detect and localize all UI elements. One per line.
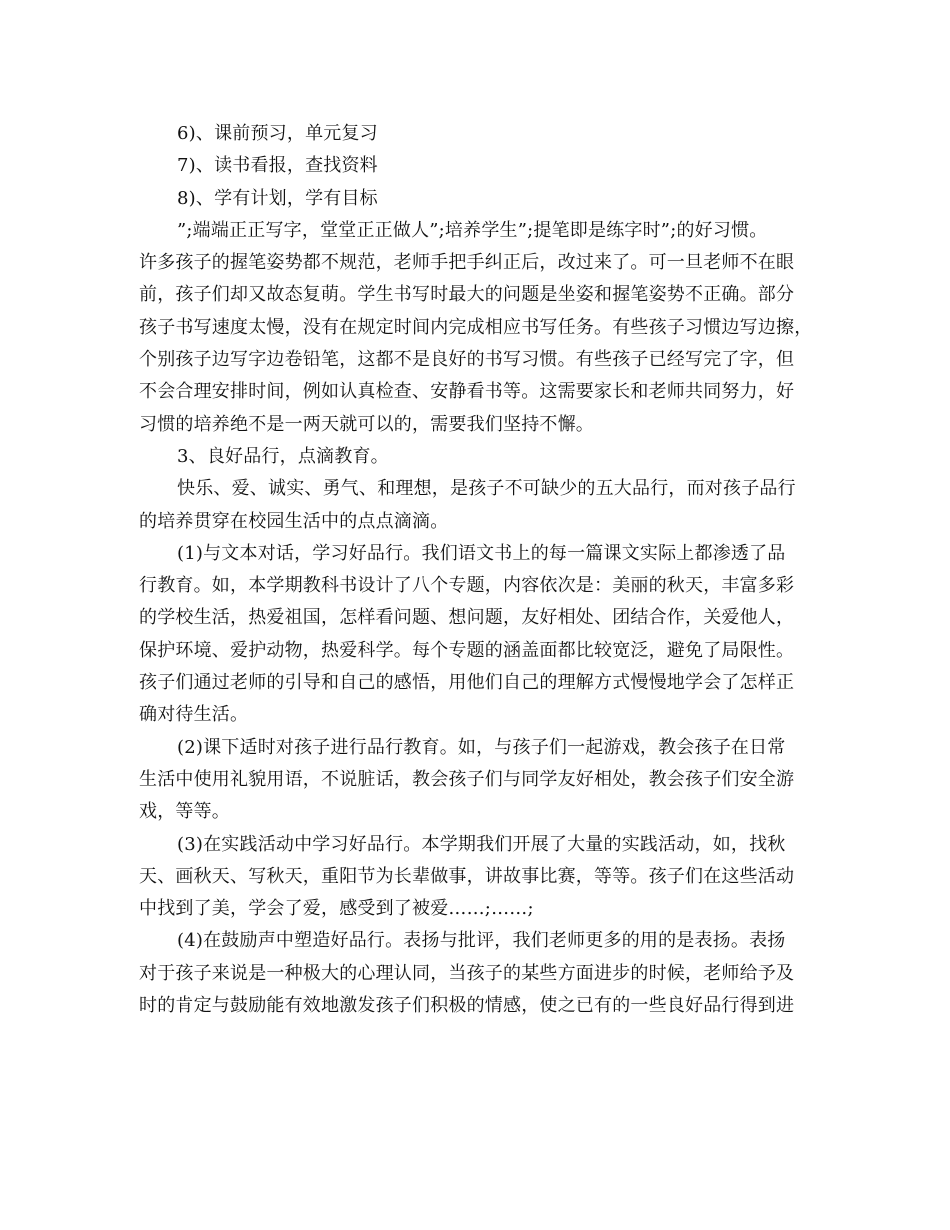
paragraph-point-2-line-2: 生活中使用礼貌用语，不说脏话，教会孩子们与同学友好相处，教会孩子们安全游 — [139, 768, 795, 790]
paragraph-point-3-line-2: 天、画秋天、写秋天，重阳节为长辈做事，讲故事比赛，等等。孩子们在这些活动 — [139, 865, 795, 887]
paragraph-habit-line-5: 个别孩子边写字边卷铅笔，这都不是良好的书写习惯。有些孩子已经写完了字，但 — [139, 349, 795, 371]
paragraph-point-2-line-3: 戏，等等。 — [139, 801, 230, 823]
paragraph-point-1-line-1: (1)与文本对话，学习好品行。我们语文书上的每一篇课文实际上都渗透了品 — [177, 542, 786, 564]
paragraph-habit-line-6: 不会合理安排时间，例如认真检查、安静看书等。这需要家长和老师共同努力，好 — [139, 381, 795, 403]
paragraph-habit-line-7: 习惯的培养绝不是一两天就可以的，需要我们坚持不懈。 — [139, 413, 594, 435]
paragraph-point-3-line-3: 中找到了美，学会了爱，感受到了被爱……;……; — [139, 898, 534, 920]
paragraph-habit-line-3: 前，孩子们却又故态复萌。学生书写时最大的问题是坐姿和握笔姿势不正确。部分 — [139, 284, 795, 306]
paragraph-point-2-line-1: (2)课下适时对孩子进行品行教育。如，与孩子们一起游戏，教会孩子在日常 — [177, 736, 786, 758]
paragraph-virtues-line-2: 的培养贯穿在校园生活中的点点滴滴。 — [139, 510, 449, 532]
paragraph-habit-line-2: 许多孩子的握笔姿势都不规范，老师手把手纠正后，改过来了。可一旦老师不在眼 — [139, 252, 795, 274]
paragraph-habit-line-4: 孩子书写速度太慢，没有在规定时间内完成相应书写任务。有些孩子习惯边写边擦， — [139, 316, 813, 338]
paragraph-point-1-line-3: 的学校生活，热爱祖国，怎样看问题、想问题，友好相处、团结合作，关爱他人， — [139, 607, 795, 629]
paragraph-point-1-line-6: 确对待生活。 — [139, 704, 249, 726]
section-heading-3: 3、良好品行，点滴教育。 — [177, 445, 389, 467]
paragraph-point-1-line-2: 行教育。如，本学期教科书设计了八个专题，内容依次是：美丽的秋天，丰富多彩 — [139, 575, 795, 597]
paragraph-point-1-line-5: 孩子们通过老师的引导和自己的感悟，用他们自己的理解方式慢慢地学会了怎样正 — [139, 672, 795, 694]
paragraph-habit-line-1: ”;端端正正写字，堂堂正正做人”;培养学生”;提笔即是练字时”;的好习惯。 — [177, 219, 768, 241]
paragraph-point-1-line-4: 保护环境、爱护动物，热爱科学。每个专题的涵盖面都比较宽泛，避免了局限性。 — [139, 639, 795, 661]
paragraph-point-4-line-3: 时的肯定与鼓励能有效地激发孩子们积极的情感，使之已有的一些良好品行得到进 — [139, 995, 795, 1017]
paragraph-virtues-line-1: 快乐、爱、诚实、勇气、和理想，是孩子不可缺少的五大品行，而对孩子品行 — [177, 478, 796, 500]
list-item-8: 8)、学有计划，学有目标 — [177, 187, 378, 209]
paragraph-point-4-line-2: 对于孩子来说是一种极大的心理认同，当孩子的某些方面进步的时候，老师给予及 — [139, 962, 795, 984]
document-body — [139, 118, 819, 1022]
list-item-7: 7)、读书看报，查找资料 — [177, 155, 378, 177]
list-item-6: 6)、课前预习，单元复习 — [177, 123, 378, 144]
paragraph-point-4-line-1: (4)在鼓励声中塑造好品行。表扬与批评，我们老师更多的用的是表扬。表扬 — [177, 930, 786, 952]
paragraph-point-3-line-1: (3)在实践活动中学习好品行。本学期我们开展了大量的实践活动，如，找秋 — [177, 833, 786, 855]
